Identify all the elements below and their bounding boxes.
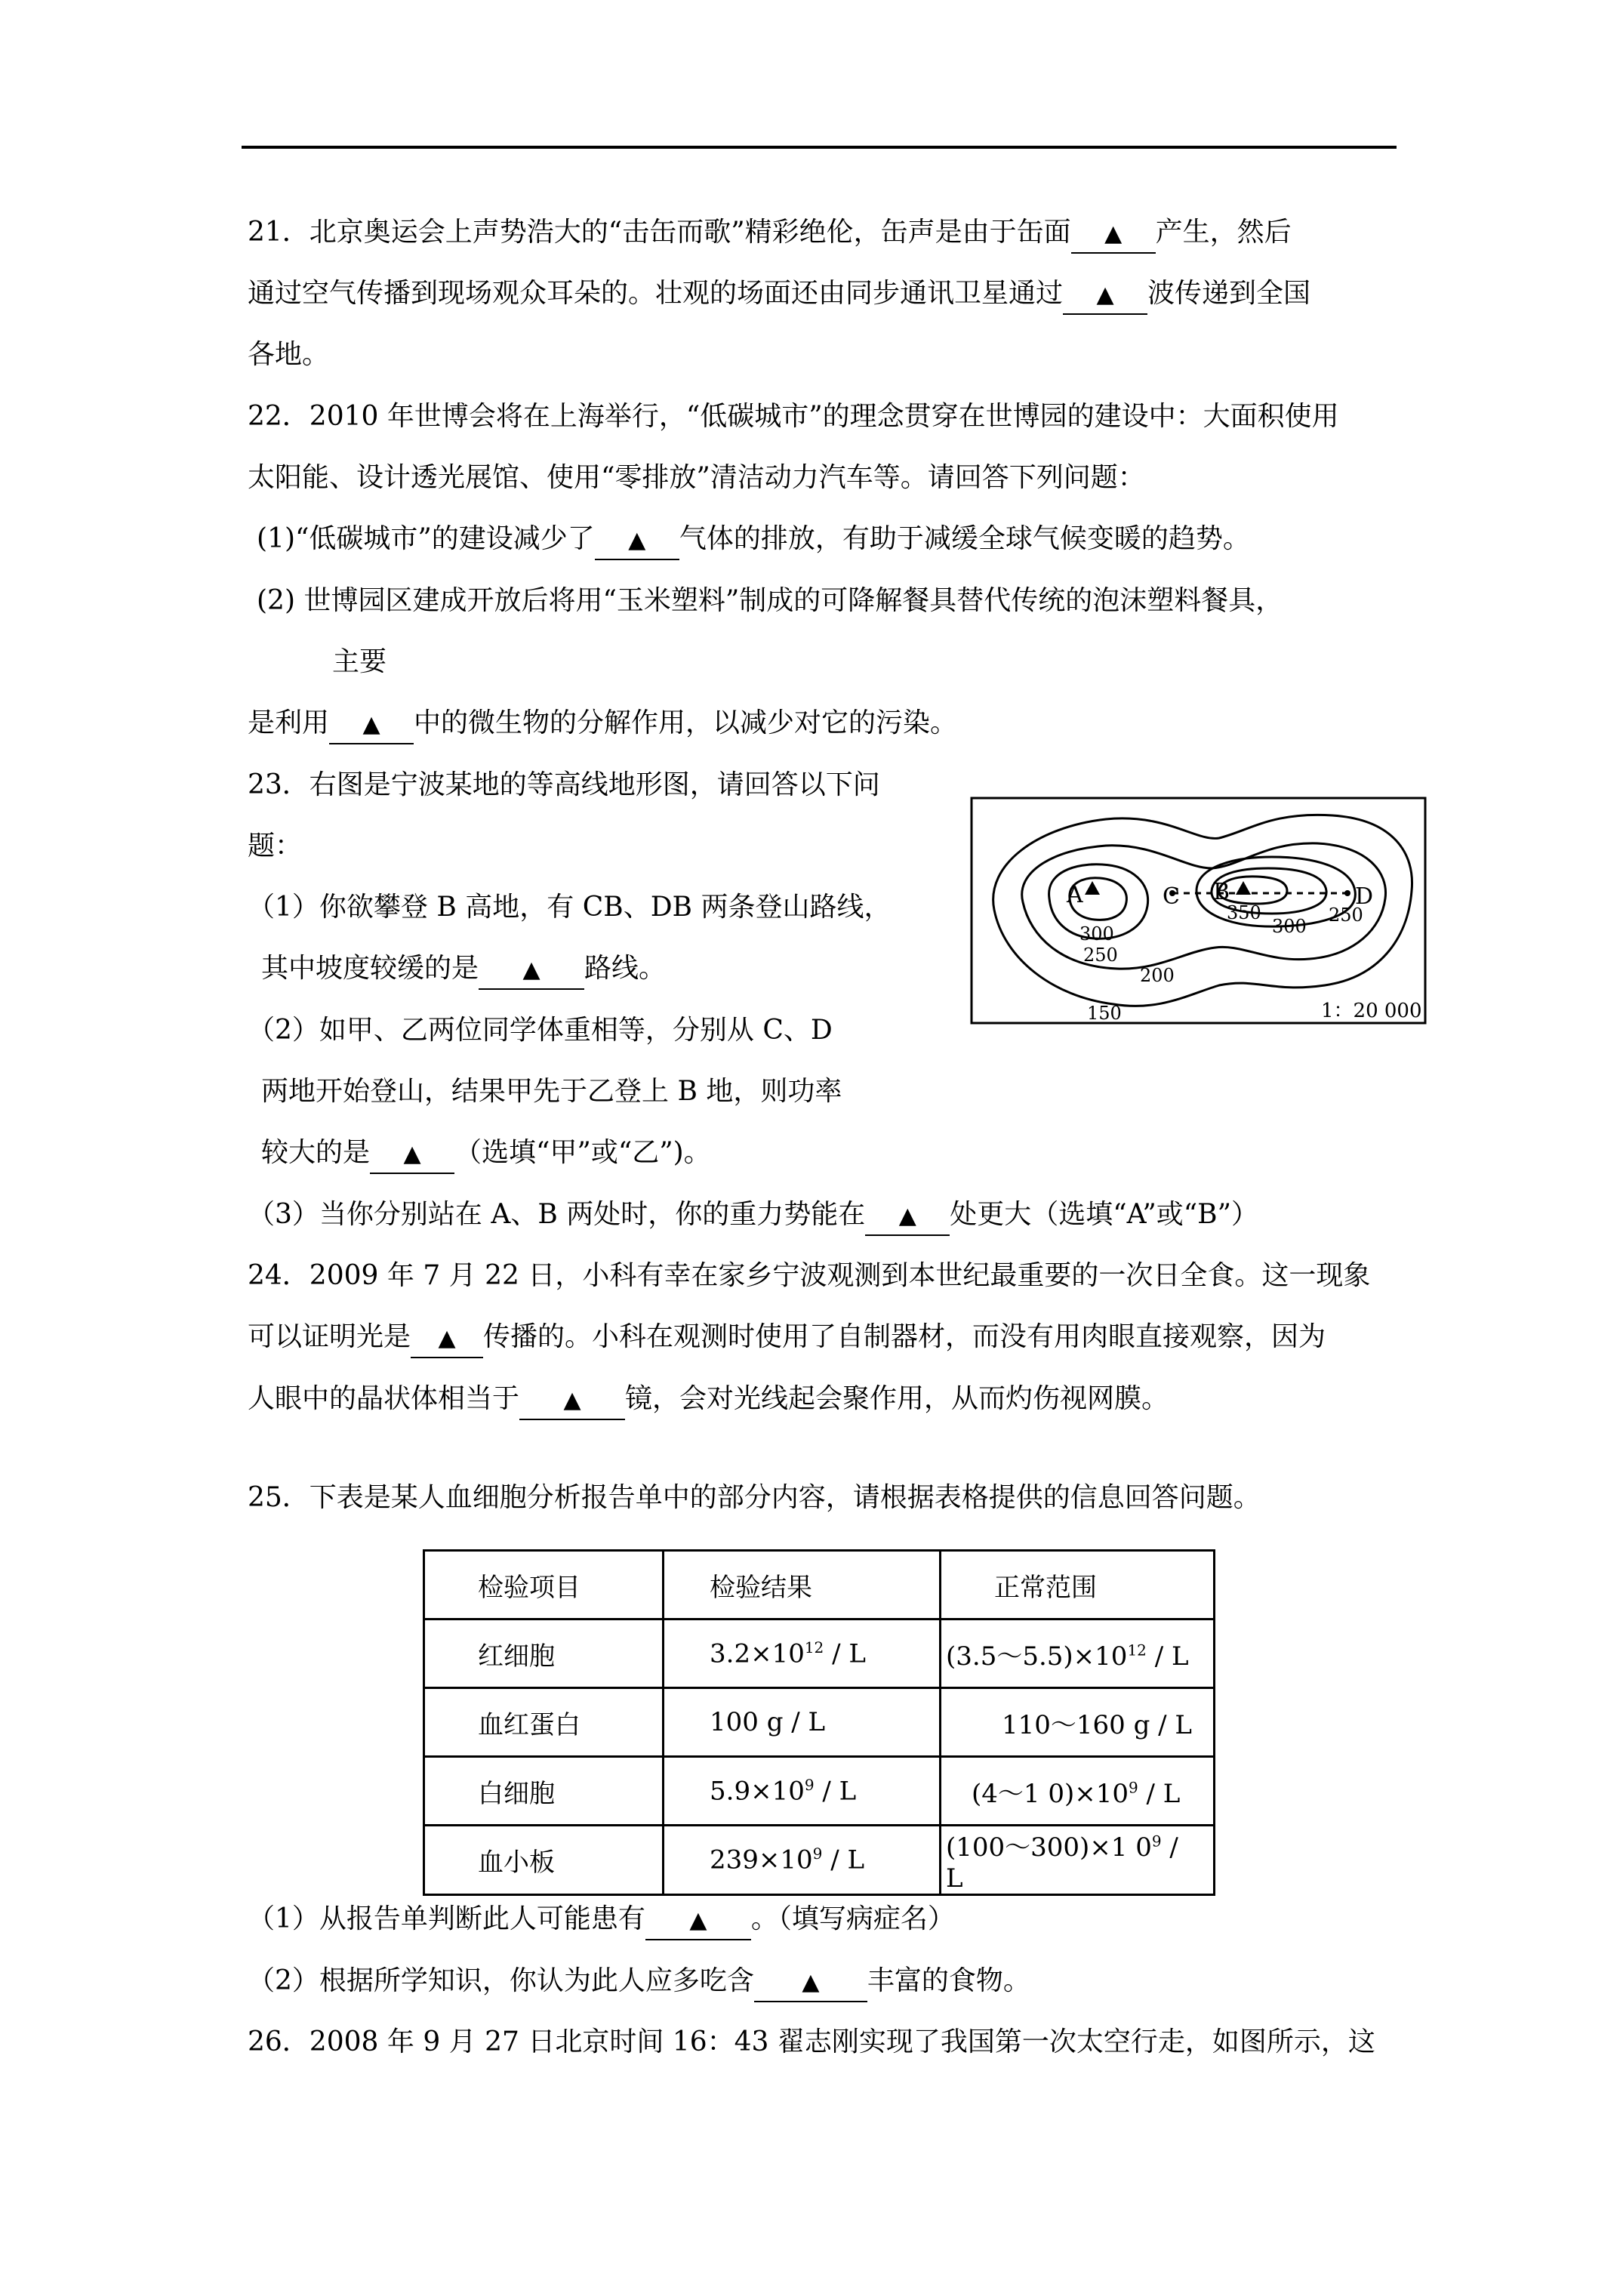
contour-label: 300 xyxy=(1079,923,1114,945)
blood-report-table xyxy=(423,1549,1215,1896)
table-header-row xyxy=(424,1551,1215,1620)
answer-blank[interactable]: ▲ xyxy=(645,1901,751,1940)
header-rule xyxy=(242,146,1397,149)
cell-result: $3.2\times 10^{12} / L$ xyxy=(664,1620,941,1688)
q24-line-2: 可以证明光是 ▲ 传播的。小科在观测时使用了自制器材，而没有用肉眼直接观察，因为 xyxy=(248,1319,1326,1358)
q22-part-2-end: 是利用 ▲ 中的微生物的分解作用，以减少对它的污染。 xyxy=(248,705,957,744)
cell-item: 红细胞 xyxy=(424,1620,664,1688)
q25-part-2: （2）根据所学知识，你认为此人应多吃含 ▲ 丰富的食物。 xyxy=(248,1963,1030,2002)
map-label-a: A xyxy=(1067,882,1083,908)
q23-part-3: （3）当你分别站在 A、B 两处时，你的重力势能在 ▲ 处更大（选填“A”或“B”） xyxy=(248,1197,1258,1236)
contour-label: 200 xyxy=(1140,965,1175,986)
map-label-d: D xyxy=(1355,883,1374,910)
table-row xyxy=(424,1620,1215,1688)
cell-item: 血小板 xyxy=(424,1826,664,1895)
contour-label: 150 xyxy=(1087,1003,1122,1024)
point-d-marker xyxy=(1344,890,1350,896)
q23-line-2: 题： xyxy=(248,831,303,861)
q21-line-3: 各地。 xyxy=(248,339,330,370)
q22-part-2: (2) 世博园区建成开放后将用“玉米塑料”制成的可降解餐具替代传统的泡沫塑料餐具， xyxy=(257,585,1283,616)
q25-line-1: 25．下表是某人血细胞分析报告单中的部分内容，请根据表格提供的信息回答问题。 xyxy=(248,1482,1261,1513)
q23-part-2-end: 较大的是 ▲ （选填“甲”或“乙”)。 xyxy=(261,1135,711,1174)
cell-item: 血红蛋白 xyxy=(424,1688,664,1757)
q22-part-2-cont: 主要 xyxy=(332,646,387,677)
table-header: 检验项目 xyxy=(424,1551,664,1620)
q24-line-3: 人眼中的晶状体相当于 ▲ 镜，会对光线起会聚作用，从而灼伤视网膜。 xyxy=(248,1381,1169,1420)
q24-line-1: 24．2009 年 7 月 22 日，小科有幸在家乡宁波观测到本世纪最重要的一次日全食。这一现象 xyxy=(248,1260,1371,1291)
q22-part-1: (1)“低碳城市”的建设减少了 ▲ 气体的排放，有助于减缓全球气候变暖的趋势。 xyxy=(257,521,1250,560)
table-row xyxy=(424,1826,1215,1895)
q21-line-2: 通过空气传播到现场观众耳朵的。壮观的场面还由同步通讯卫星通过 ▲ 波传递到全国 xyxy=(248,276,1310,315)
contour-label: 250 xyxy=(1329,905,1363,926)
answer-blank[interactable]: ▲ xyxy=(865,1197,950,1236)
table-row xyxy=(424,1757,1215,1826)
q22-line-1: 22．2010 年世博会将在上海举行，“低碳城市”的理念贯穿在世博园的建设中：大面积使用 xyxy=(248,401,1339,432)
q23-part-1: （1）你欲攀登 B 高地，有 CB、DB 两条登山路线， xyxy=(248,892,892,923)
contour-label: 250 xyxy=(1083,945,1118,966)
cell-range: (100～300)×1 $0^9$ / L xyxy=(941,1826,1215,1895)
cell-range: 110～160 g / L xyxy=(941,1688,1215,1757)
answer-blank[interactable]: ▲ xyxy=(595,521,679,560)
q23-part-2-cont: 两地开始登山，结果甲先于乙登上 B 地，则功率 xyxy=(261,1076,842,1107)
answer-blank[interactable]: ▲ xyxy=(411,1319,483,1358)
cell-range: $(3.5\sim 5.5)\times 10^{12} / L$ xyxy=(941,1620,1215,1688)
cell-result: 100 g / L xyxy=(664,1688,941,1757)
q23-line-1: 23．右图是宁波某地的等高线地形图，请回答以下问 xyxy=(248,769,880,800)
q26-line-1: 26．2008 年 9 月 27 日北京时间 16：43 翟志刚实现了我国第一次太空行走，如图所示，这 xyxy=(248,2026,1375,2057)
q21-line-1: 21．北京奥运会上声势浩大的“击缶而歌”精彩绝伦，缶声是由于缶面 ▲ 产生，然后 xyxy=(248,214,1292,254)
answer-blank[interactable]: ▲ xyxy=(1071,214,1156,254)
cell-result: $5.9\times 10^9 / L$ xyxy=(664,1757,941,1826)
table-header: 检验结果 xyxy=(664,1551,941,1620)
answer-blank[interactable]: ▲ xyxy=(370,1135,454,1174)
answer-blank[interactable]: ▲ xyxy=(1063,276,1147,315)
answer-blank[interactable]: ▲ xyxy=(479,951,584,990)
cell-range: (4～1 $0)\times 10^9 / L$ xyxy=(941,1757,1215,1826)
q23-part-1-cont: 其中坡度较缓的是 ▲ 路线。 xyxy=(261,951,666,990)
q25-part-1: （1）从报告单判断此人可能患有 ▲ 。（填写病症名） xyxy=(248,1901,955,1940)
cell-item: 白细胞 xyxy=(424,1757,664,1826)
answer-blank[interactable]: ▲ xyxy=(754,1963,867,2002)
table-row xyxy=(424,1688,1215,1757)
cell-result: $239\times 10^9 / L$ xyxy=(664,1826,941,1895)
answer-blank[interactable]: ▲ xyxy=(329,705,414,744)
contour-label: 350 xyxy=(1227,902,1261,923)
map-label-b: B xyxy=(1213,879,1230,905)
contour-label: 300 xyxy=(1272,916,1307,937)
answer-blank[interactable]: ▲ xyxy=(519,1381,625,1420)
map-scale: 1：20 000 xyxy=(1321,1000,1422,1022)
contour-map xyxy=(970,797,1427,1025)
q22-line-2: 太阳能、设计透光展馆、使用“零排放”清洁动力汽车等。请回答下列问题： xyxy=(248,462,1145,493)
table-header: 正常范围 xyxy=(941,1551,1215,1620)
q23-part-2: （2）如甲、乙两位同学体重相等，分别从 C、D xyxy=(248,1015,833,1046)
map-label-c: C xyxy=(1163,883,1180,910)
